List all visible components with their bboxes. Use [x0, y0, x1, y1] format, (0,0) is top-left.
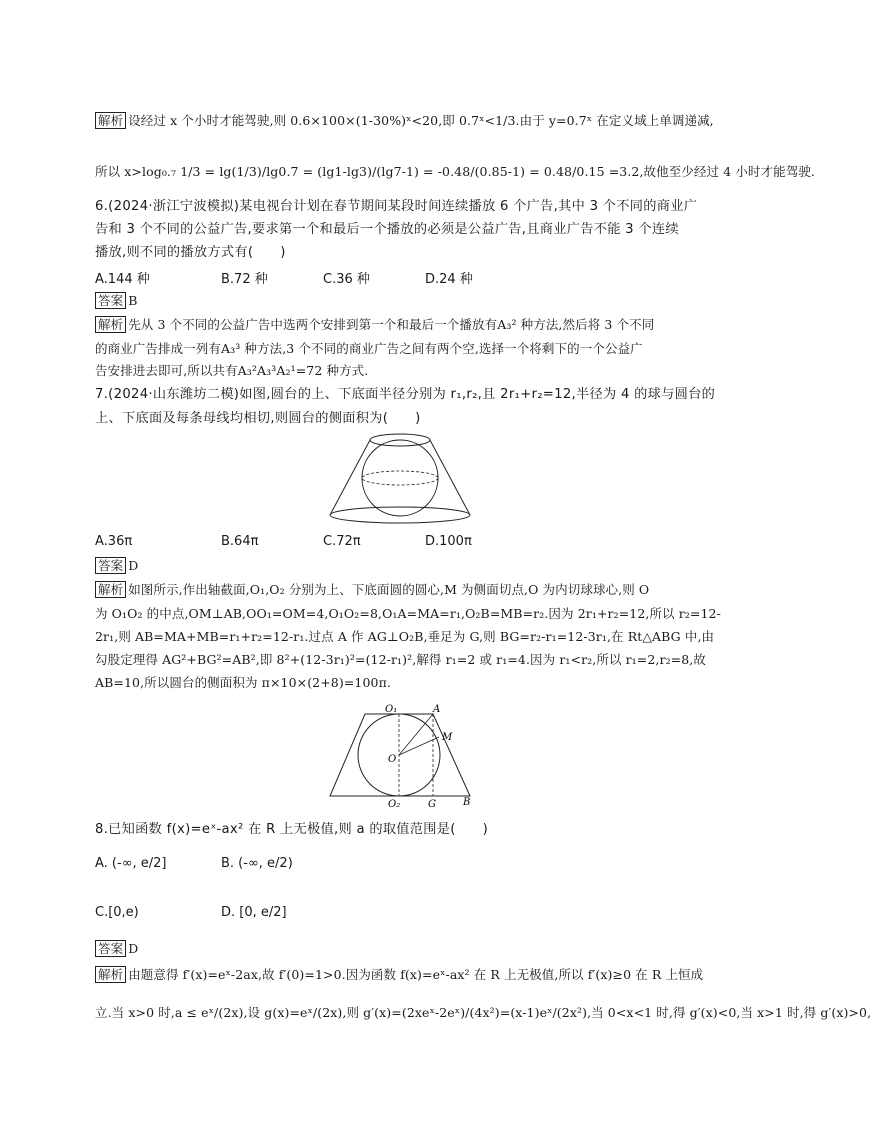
option-b[interactable]: B.72 种: [221, 272, 268, 287]
answer-line: [95, 557, 705, 575]
question-8-line: 8.已知函数 f(x)=eˣ-ax² 在 R 上无极值,则 a 的取值范围是( ): [95, 822, 489, 837]
label-m: M: [442, 732, 453, 743]
analysis-line: [95, 112, 714, 130]
option-d[interactable]: D.100π: [425, 534, 472, 549]
question-7-line: 上、下底面及每条母线均相切,则圆台的侧面积为( ): [95, 411, 421, 426]
option-a[interactable]: A. (-∞, e/2]: [95, 856, 167, 871]
label-a: A: [433, 704, 441, 715]
answer-tag: 答案: [95, 292, 126, 309]
answer-line: [95, 940, 705, 958]
option-d[interactable]: D.24 种: [425, 272, 473, 287]
analysis-line: 解析 如图所示,作出轴截面,O₁,O₂ 分别为上、下底面圆的圆心,M 为侧面切点,O 为内切球球心,则 O: [95, 581, 705, 599]
answer-line: [95, 292, 705, 310]
axial-section-figure: [325, 700, 475, 808]
answer-value: D: [128, 558, 139, 573]
question-6-line: 播放,则不同的播放方式有( ): [95, 245, 286, 260]
analysis-line: 立.当 x>0 时,a ≤ eˣ/(2x),设 g(x)=eˣ/(2x),则 g′(x)=(2xeˣ-2eˣ)/(4x²)=(x-1)eˣ/(2x²),当 0<x<1 时,得 g′(x)<0,当 x>1 时,得 g′(x)>0,: [95, 1005, 871, 1020]
option-b[interactable]: B.64π: [221, 534, 259, 549]
label-o: O: [388, 754, 397, 765]
option-a[interactable]: A.144 种: [95, 272, 150, 287]
question-7-line: 7.(2024·山东潍坊二模)如图,圆台的上、下底面半径分别为 r₁,r₂,且 2r₁+r₂=12,半径为 4 的球与圆台的: [95, 387, 716, 402]
analysis-tag: 解析: [95, 112, 126, 129]
option-b[interactable]: B. (-∞, e/2): [221, 856, 293, 871]
option-c[interactable]: C.36 种: [323, 272, 370, 287]
analysis-line: 勾股定理得 AG²+BG²=AB²,即 8²+(12-3r₁)²=(12-r₁)²,解得 r₁=2 或 r₁=4.因为 r₁<r₂,所以 r₁=2,r₂=8,故: [95, 652, 706, 667]
analysis-line: 为 O₁O₂ 的中点,OM⊥AB,OO₁=OM=4,O₁O₂=8,O₁A=MA=r₁,O₂B=MB=r₂.因为 2r₁+r₂=12,所以 r₂=12-: [95, 606, 721, 621]
analysis-line: 解析 由题意得 f′(x)=eˣ-2ax,故 f′(0)=1>0.因为函数 f(x)=eˣ-ax² 在 R 上无极值,所以 f′(x)≥0 在 R 上恒成: [95, 966, 705, 984]
question-6-line: 告和 3 个不同的公益广告,要求第一个和最后一个播放的必须是公益广告,且商业广告不能 3 个连续: [95, 222, 679, 237]
label-b: B: [463, 797, 471, 808]
answer-tag: 答案: [95, 557, 126, 574]
answer-value: D: [128, 941, 139, 956]
option-d[interactable]: D. [0, e/2]: [221, 905, 287, 920]
analysis-tag: 解析: [95, 966, 126, 983]
analysis-line: 解析 先从 3 个不同的公益广告中选两个安排到第一个和最后一个播放有A₃² 种方法,然后将 3 个不同: [95, 316, 705, 334]
option-c[interactable]: C.[0,e): [95, 905, 139, 920]
label-g: G: [428, 799, 436, 810]
answer-tag: 答案: [95, 940, 126, 957]
analysis-text: 所以 x>log₀.₇ 1/3 = lg(1/3)/lg0.7 = (lg1-lg3)/(lg7-1) = -0.48/(0.85-1) = 0.48/0.15 =3.2,故他至少经过 4 小时才能驾驶.: [95, 164, 816, 179]
analysis-line: [95, 163, 816, 181]
analysis-tag: 解析: [95, 581, 126, 598]
analysis-line: AB=10,所以圆台的侧面积为 π×10×(2+8)=100π.: [95, 675, 391, 690]
analysis-text: 设经过 x 个小时才能驾驶,则 0.6×100×(1-30%)ˣ<20,即 0.7ˣ<1/3.由于 y=0.7ˣ 在定义域上单调递减,: [128, 113, 714, 128]
question-6-line: 6.(2024·浙江宁波模拟)某电视台计划在春节期间某段时间连续播放 6 个广告,其中 3 个不同的商业广: [95, 199, 698, 214]
analysis-line: 的商业广告排成一列有A₃³ 种方法,3 个不同的商业广告之间有两个空,选择一个将剩下的一个公益广: [95, 341, 643, 356]
label-o2: O₂: [388, 799, 401, 810]
option-c[interactable]: C.72π: [323, 534, 361, 549]
analysis-line: 告安排进去即可,所以共有A₃²A₃³A₂¹=72 种方式.: [95, 363, 369, 378]
analysis-line: 2r₁,则 AB=MA+MB=r₁+r₂=12-r₁.过点 A 作 AG⊥O₂B,垂足为 G,则 BG=r₂-r₁=12-3r₁,在 Rt△ABG 中,由: [95, 629, 715, 644]
label-o1: O₁: [385, 704, 398, 715]
option-a[interactable]: A.36π: [95, 534, 133, 549]
frustum-sphere-figure: [325, 430, 475, 530]
analysis-tag: 解析: [95, 316, 126, 333]
answer-value: B: [128, 293, 138, 308]
